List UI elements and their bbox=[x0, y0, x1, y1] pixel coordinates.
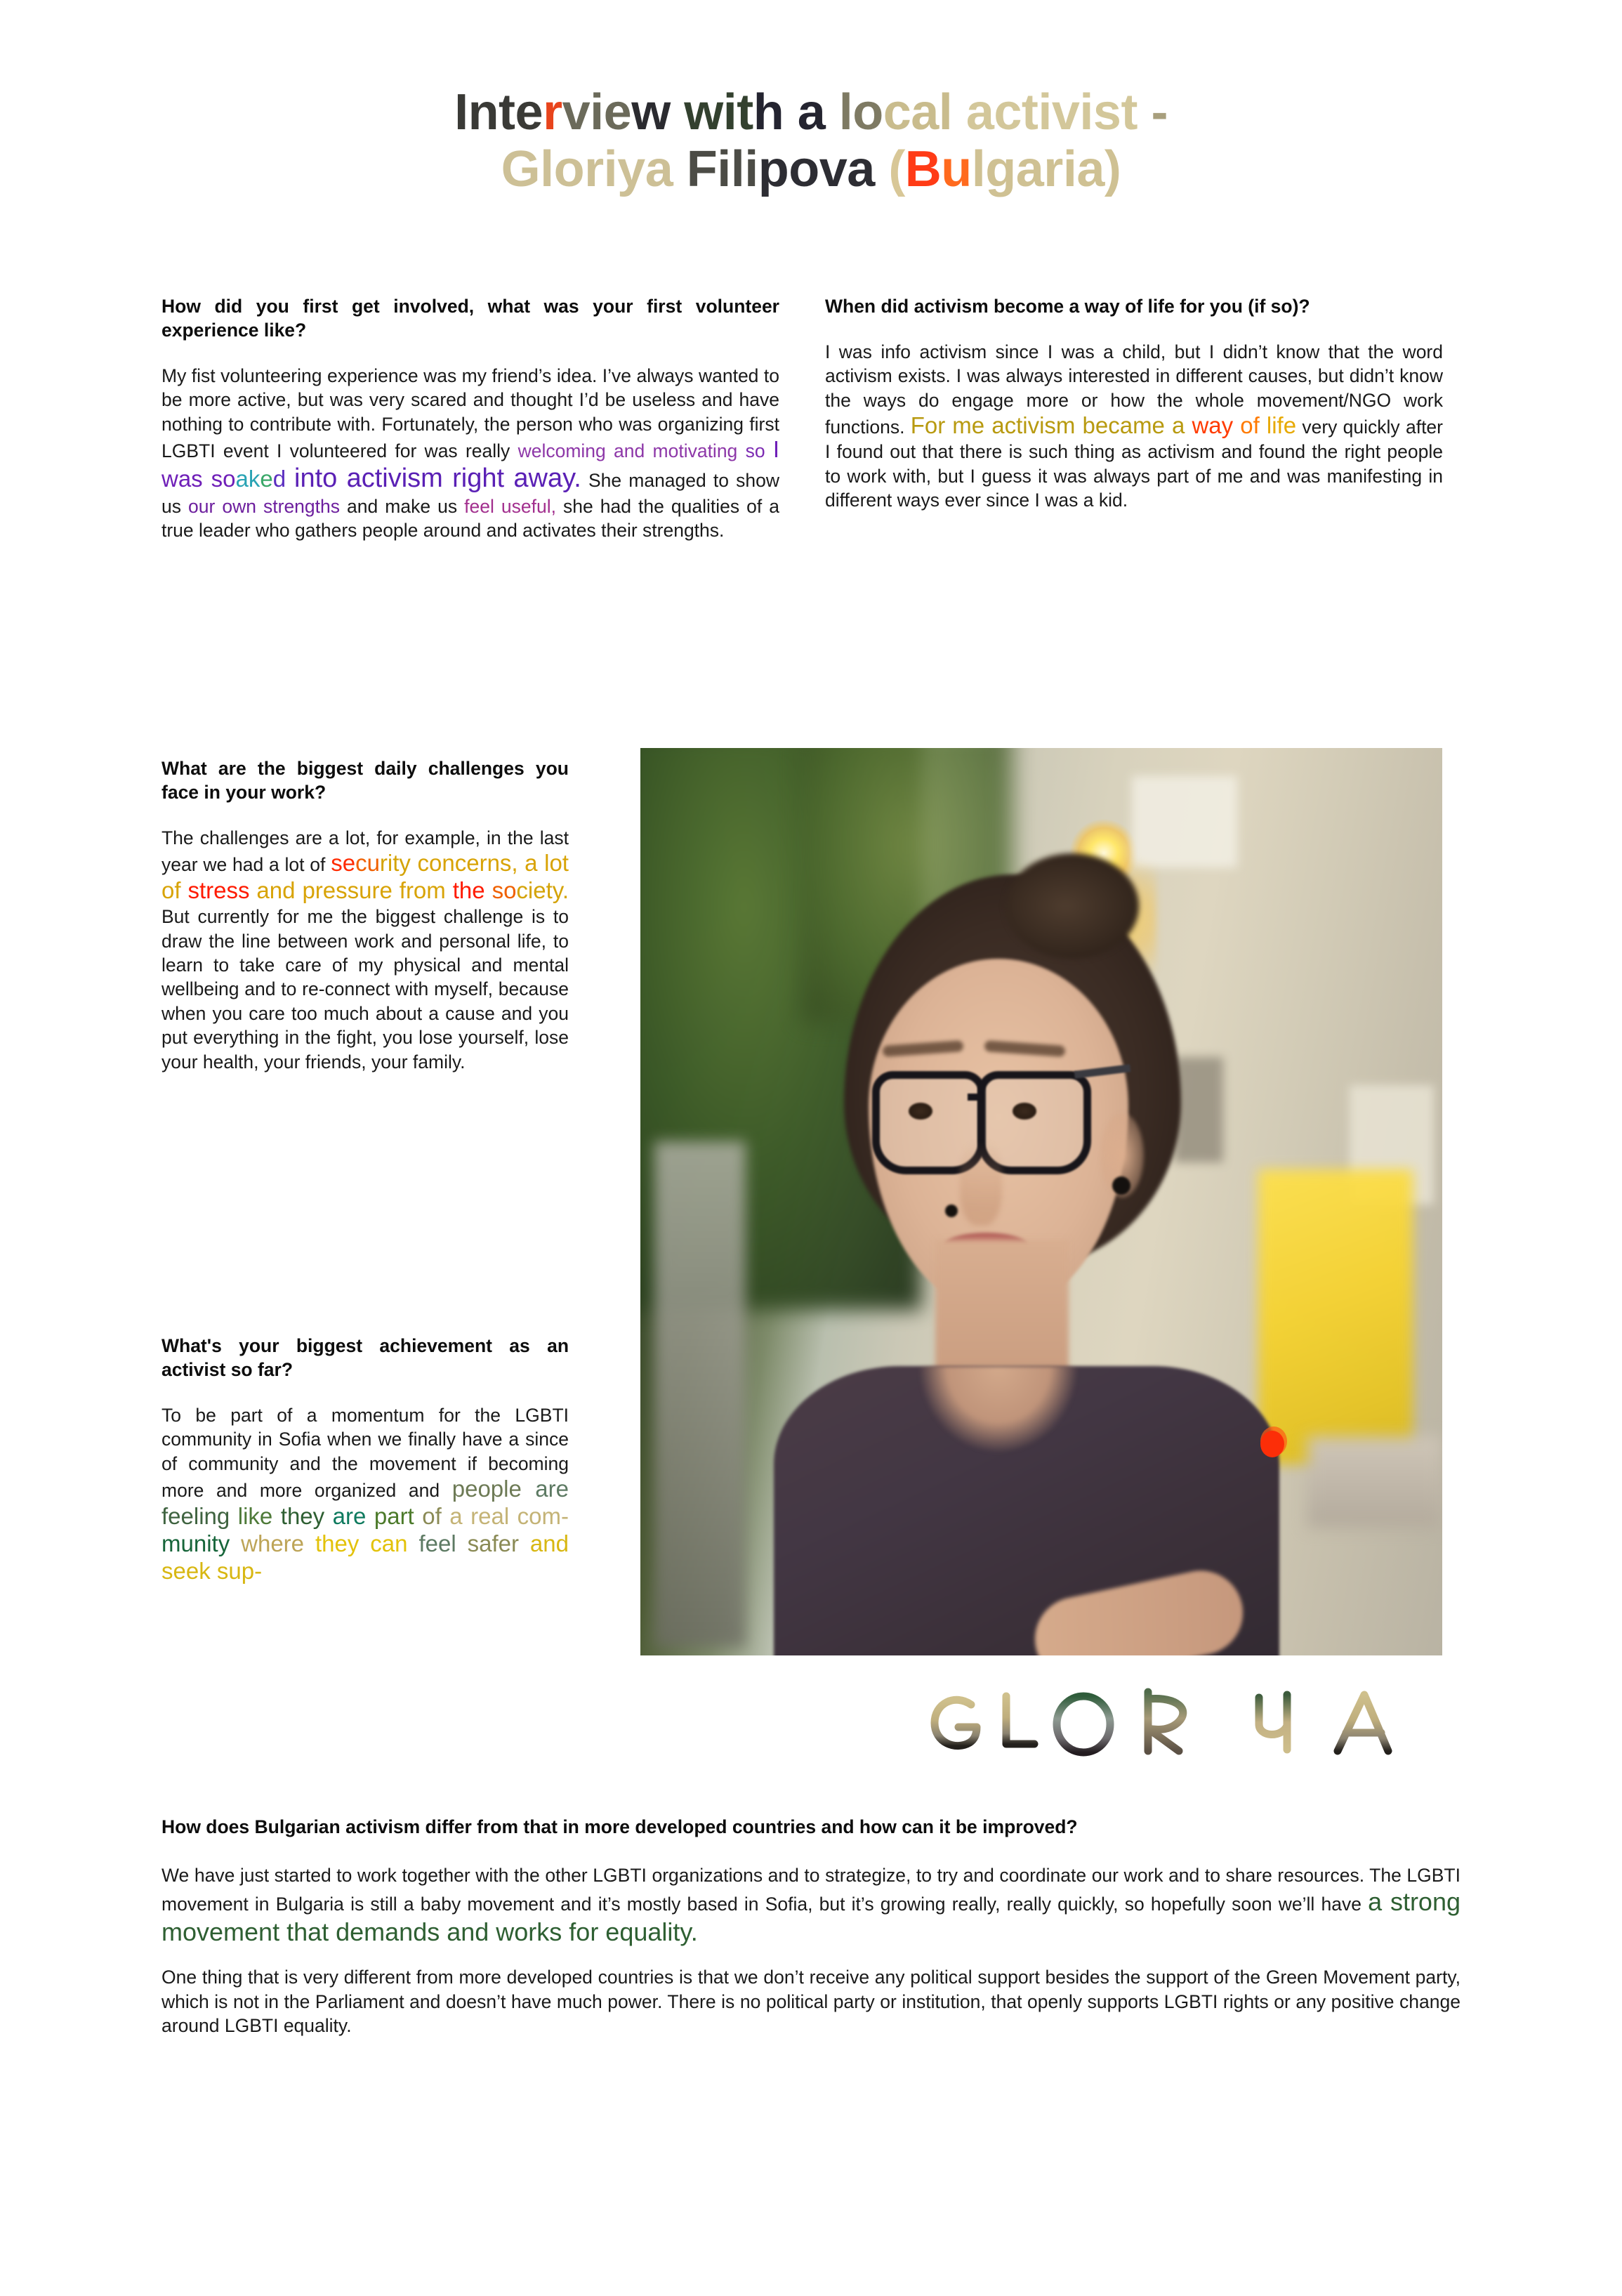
text-run-12: they can bbox=[315, 1530, 419, 1556]
text-run-1: se bbox=[331, 850, 356, 877]
photo-red-marker-dot bbox=[1260, 1431, 1284, 1457]
text-run-2: so bbox=[737, 440, 773, 462]
signature-letter-l bbox=[1006, 1696, 1034, 1744]
question-3: What are the biggest daily challenges you face in your work? bbox=[161, 758, 569, 803]
text-run-1: For me activism became a bbox=[910, 412, 1192, 439]
text-run-6: d bbox=[272, 466, 294, 492]
photo-eye-right bbox=[1013, 1103, 1036, 1120]
text-run-4: B bbox=[904, 140, 942, 197]
text-run-7: the bbox=[452, 877, 492, 904]
photo-eyeglass-bridge bbox=[968, 1094, 983, 1101]
text-run-1: r bbox=[543, 84, 562, 140]
text-run-3: I was so bbox=[161, 436, 780, 492]
text-run-0: Inte bbox=[454, 84, 543, 140]
text-run-4: concerns, a lot of bbox=[161, 850, 569, 904]
photo-nose bbox=[960, 1141, 1002, 1226]
photo-window-middle bbox=[1174, 1057, 1223, 1162]
text-run-0: I was info activism since I was a child, but I didn’t know that the word activism exists. I was always interested in different causes, but didn’t know the ways do engage more or how the whole movement/NGO work functions. bbox=[825, 341, 1443, 438]
question-4: What's your biggest achievement as an activist so far? bbox=[161, 1335, 569, 1380]
photo-pavement bbox=[1307, 1436, 1441, 1528]
text-run-2: pova bbox=[758, 140, 889, 197]
text-run-5: e bbox=[260, 466, 273, 492]
text-run-11: feel useful, bbox=[464, 495, 556, 517]
text-run-4: wit bbox=[684, 84, 753, 140]
text-run-9: - bbox=[1137, 84, 1168, 140]
title-line-1 bbox=[161, 84, 1461, 141]
photo-hair-bun bbox=[1005, 853, 1139, 959]
activist-portrait-photo bbox=[640, 748, 1442, 1655]
text-run-4: like bbox=[237, 1503, 281, 1530]
text-run-10: munity bbox=[161, 1530, 242, 1556]
text-run-14: safer bbox=[467, 1530, 530, 1556]
column-left-lower bbox=[161, 1334, 569, 1585]
text-run-5: h a bbox=[753, 84, 839, 140]
text-run-3: of bbox=[1233, 412, 1260, 439]
answer-1 bbox=[161, 364, 779, 543]
text-run-12: she had the qualities of a true leader who gathers people around and activates their strengths. bbox=[161, 495, 780, 542]
text-run-8: She managed to show us bbox=[161, 470, 779, 517]
photo-yellow-van bbox=[1258, 1169, 1413, 1464]
answer-5-paragraph-2: One thing that is very different from more developed countries is that we don’t receive any political support besides the support of the Green Movement party, which is not in the Parliament and doesn’t have much power. There is no political party or institution, that openly supports LGBTI rights or any positive change around LGBTI equality. bbox=[161, 1967, 1461, 2037]
text-run-2: are bbox=[535, 1476, 569, 1502]
text-run-1: a strong movement that demands and works for equality. bbox=[161, 1887, 1461, 1946]
signature-letter-a bbox=[1338, 1695, 1388, 1751]
signature-letter-y bbox=[1259, 1695, 1287, 1750]
column-right-top bbox=[825, 295, 1443, 512]
text-run-8: activist bbox=[965, 84, 1138, 140]
text-run-7: into activism right away. bbox=[294, 464, 581, 494]
text-run-1: people bbox=[451, 1476, 536, 1502]
text-run-8: so bbox=[492, 877, 517, 904]
column-left-top bbox=[161, 295, 779, 543]
text-run-6: lo bbox=[838, 84, 883, 140]
bottom-section bbox=[161, 1816, 1461, 2056]
text-run-6: lgaria) bbox=[971, 140, 1121, 197]
text-run-10: But currently for me the biggest challenge is to draw the line between work and personal life, to learn to take care of my physical and mental wellbeing and to re-connect with myself, because when you care too much about a cause and you put everything in the fight, you lose yourself, lose your health, your friends, your family. bbox=[161, 906, 569, 1072]
photo-doorway bbox=[654, 1141, 746, 1647]
text-run-4: life bbox=[1259, 412, 1297, 439]
text-run-7: part bbox=[374, 1503, 423, 1530]
signature-letter-g bbox=[935, 1700, 977, 1745]
text-run-15: and seek sup- bbox=[161, 1530, 569, 1584]
text-run-3: feeling bbox=[161, 1503, 238, 1530]
text-run-2: cu bbox=[355, 850, 380, 877]
photo-earring-secondary bbox=[945, 1205, 958, 1217]
text-run-3: rity bbox=[379, 850, 418, 877]
signature-letter-r bbox=[1148, 1692, 1183, 1751]
text-run-3: ( bbox=[888, 140, 905, 197]
page-title bbox=[161, 84, 1461, 197]
photo-eye-left bbox=[909, 1103, 932, 1120]
text-run-5: u bbox=[941, 140, 972, 197]
text-run-6: are bbox=[332, 1503, 374, 1530]
text-run-3: w bbox=[631, 84, 685, 140]
question-1: How did you first get involved, what was your first volunteer experience like? bbox=[161, 296, 779, 341]
text-run-10: and make us bbox=[340, 495, 465, 517]
text-run-2: vie bbox=[562, 84, 632, 140]
text-run-9: our own strengths bbox=[188, 495, 341, 517]
text-run-0: To be part of a momentum for the LGBTI community in Sofia when we finally have a since of community and the movement if becoming more and more organized and bbox=[161, 1404, 569, 1502]
answer-3 bbox=[161, 826, 569, 1074]
text-run-1: Fili bbox=[686, 140, 758, 197]
signature-letter-o bbox=[1057, 1696, 1110, 1752]
text-run-9: ciety. bbox=[516, 877, 569, 904]
text-run-0: My fist volunteering experience was my friend’s idea. I’ve always wanted to be more active, but was very scared and thought I’d be useless and have nothing to contribute with. Fortunately, the person who was organizing first LGBTI event I volunteered for was really bbox=[161, 365, 779, 462]
text-run-13: feel bbox=[418, 1530, 468, 1556]
photo-earring bbox=[1112, 1176, 1130, 1195]
text-run-0: The challenges are a lot, for example, in the last year we had a lot of bbox=[161, 827, 569, 876]
text-run-0: Gloriya bbox=[501, 140, 687, 197]
text-run-0: We have just started to work together with the other LGBTI organizations and to strategize, to try and coordinate our work and to share resources. The LGBTI movement in Bulgaria is still a baby movement and it’s mostly based in Sofia, but it’s growing really, really quickly, so hopefully soon we’ll have bbox=[161, 1864, 1461, 1915]
text-run-5: they bbox=[280, 1503, 333, 1530]
answer-2 bbox=[825, 340, 1443, 513]
text-run-2: way bbox=[1192, 412, 1234, 439]
text-run-11: where bbox=[241, 1530, 315, 1556]
column-left-middle bbox=[161, 757, 569, 1074]
question-5: How does Bulgarian activism differ from that in more developed countries and how can it be improved? bbox=[161, 1816, 1078, 1837]
text-run-4: ak bbox=[235, 466, 261, 492]
text-run-7: cal bbox=[883, 84, 966, 140]
answer-4 bbox=[161, 1403, 569, 1585]
text-run-5: very quickly after I found out that there is such thing as activism and found the right people to work with, but I guess it was always part of me and was manifesting in different ways ever since I was a kid. bbox=[825, 416, 1443, 511]
answer-5-paragraph-1 bbox=[161, 1863, 1461, 1947]
text-run-1: welcoming and motivating bbox=[517, 440, 738, 462]
question-2: When did activism become a way of life for you (if so)? bbox=[825, 296, 1310, 317]
text-run-9: a real com- bbox=[449, 1503, 569, 1530]
text-run-5: stress bbox=[187, 877, 250, 904]
title-line-2 bbox=[161, 141, 1461, 198]
text-run-6: and pressure from bbox=[249, 877, 453, 904]
text-run-8: of bbox=[422, 1503, 450, 1530]
gloriya-signature bbox=[916, 1682, 1450, 1759]
